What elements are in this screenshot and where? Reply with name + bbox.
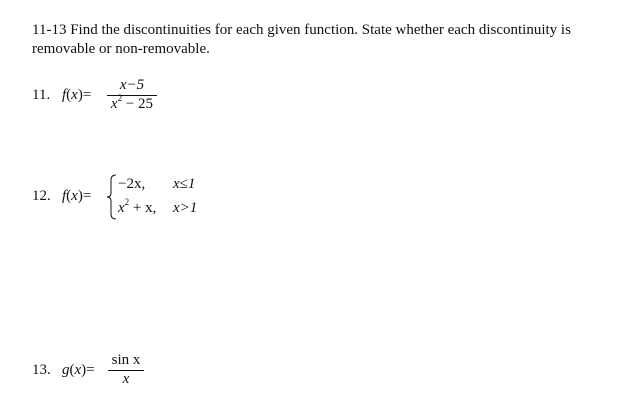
case-1-expression: −2x, [118, 176, 146, 192]
case-1-condition: x≤1 [173, 176, 196, 192]
denominator: x [122, 371, 130, 387]
instructions-text: 11-13 Find the discontinuities for each given function. State whether each discontinuity is removable or non-removable. [32, 22, 571, 57]
function-label: f(x)= [62, 188, 92, 204]
problem-number: 13. [32, 362, 51, 378]
function-label: g(x)= [62, 362, 95, 378]
fraction [108, 352, 144, 389]
left-brace-icon [106, 174, 118, 220]
problem-number: 12. [32, 188, 51, 204]
case-2-condition: x>1 [173, 200, 198, 216]
case-2-expression: $x^2 + x$, [118, 197, 157, 216]
problem-number: 11. [32, 87, 51, 103]
function-label: f(x)= [62, 87, 92, 103]
fraction [107, 77, 157, 114]
numerator: x−5 [119, 77, 145, 93]
numerator: sin x [111, 352, 141, 368]
denominator: $x^2 - 25$ [110, 93, 154, 112]
